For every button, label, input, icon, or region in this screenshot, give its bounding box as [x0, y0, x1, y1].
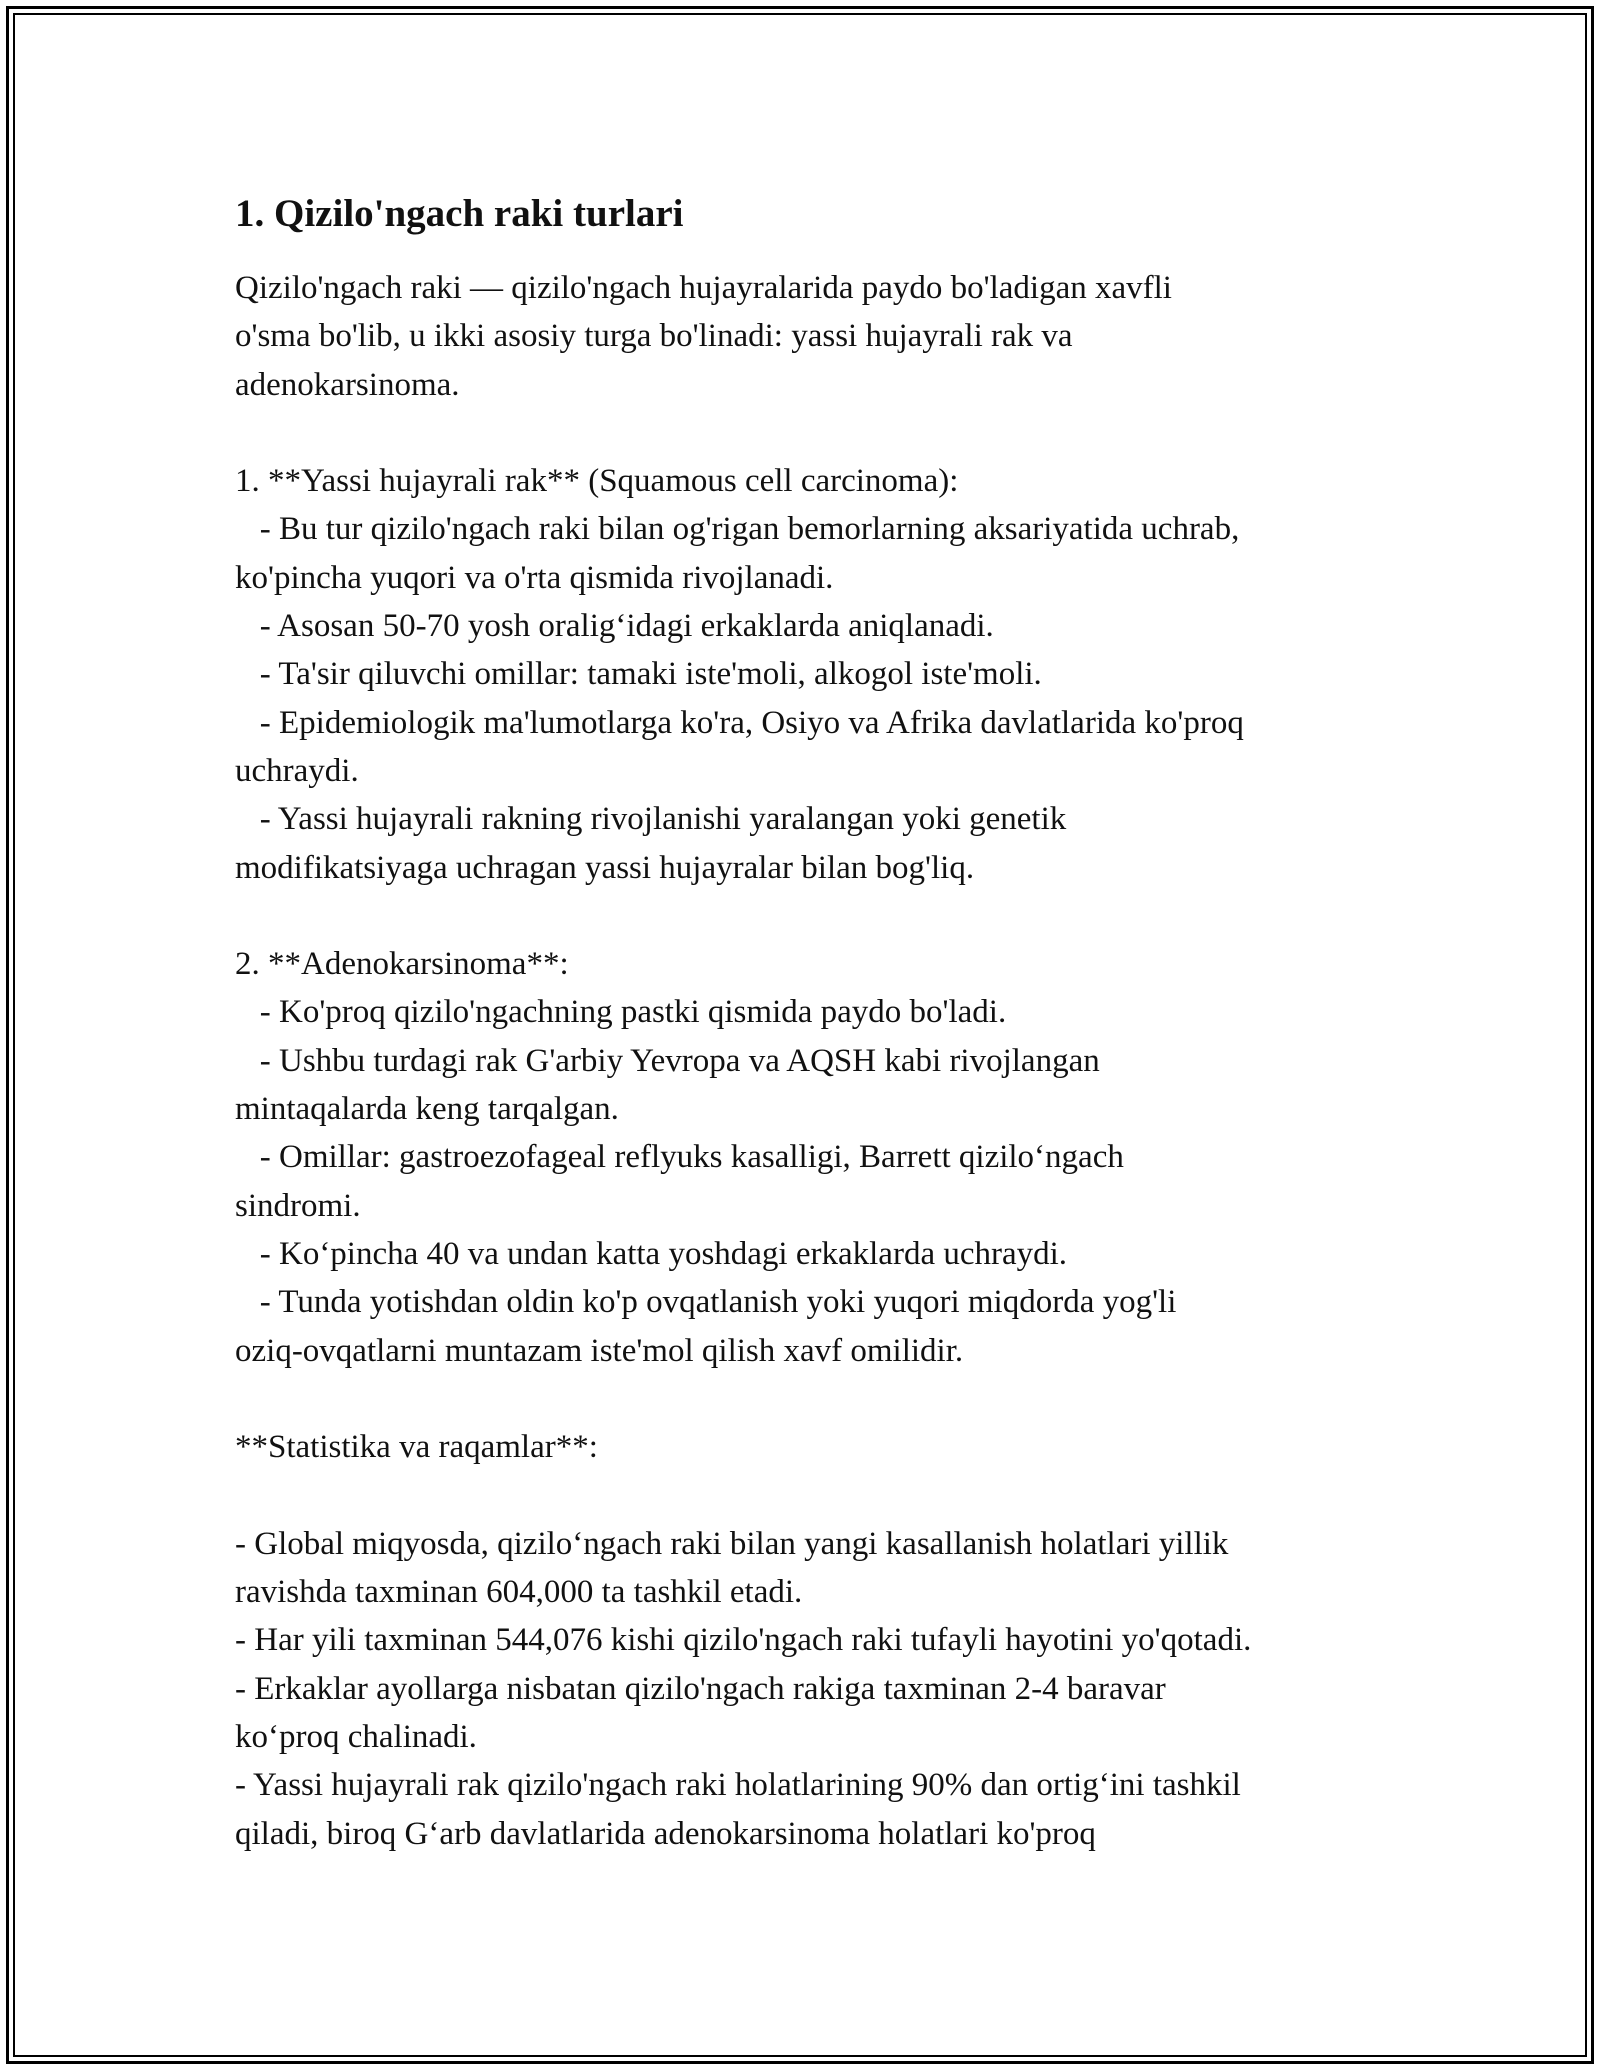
document-content: [235, 186, 1375, 1858]
document-body: Qizilo'ngach raki — qizilo'ngach hujayralarida paydo bo'ladigan xavfli o'sma bo'lib, u ikki asosiy turga bo'linadi: yassi hujayrali rak va adenokarsinoma. 1. **Yassi hujayrali rak** (Squamous cell carcinoma): - Bu tur qizilo'ngach raki bilan og'rigan bemorlarning aksariyatida uchrab, ko'pincha yuqori va o'rta qismida rivojlanadi. - Asosan 50-70 yosh oralig‘idagi erkaklarda aniqlanadi. - Ta'sir qiluvchi omillar: tamaki iste'moli, alkogol iste'moli. - Epidemiologik ma'lumotlarga ko'ra, Osiyo va Afrika davlatlarida ko'proq uchraydi. - Yassi hujayrali rakning rivojlanishi yaralangan yoki genetik modifikatsiyaga uchragan yassi hujayralar bilan bog'liq. 2. **Adenokarsinoma**: - Ko'proq qizilo'ngachning pastki qismida paydo bo'ladi. - Ushbu turdagi rak G'arbiy Yevropa va AQSH kabi rivojlangan mintaqalarda keng tarqalgan. - Omillar: gastroezofageal reflyuks kasalligi, Barrett qizilo‘ngach sindromi. - Ko‘pincha 40 va undan katta yoshdagi erkaklarda uchraydi. - Tunda yotishdan oldin ko'p ovqatlanish yoki yuqori miqdorda yog'li oziq-ovqatlarni muntazam iste'mol qilish xavf omilidir. **Statistika va raqamlar**: - Global miqyosda, qizilo‘ngach raki bilan yangi kasallanish holatlari yillik ravishda taxminan 604,000 ta tashkil etadi. - Har yili taxminan 544,076 kishi qizilo'ngach raki tufayli hayotini yo'qotadi. - Erkaklar ayollarga nisbatan qizilo'ngach rakiga taxminan 2-4 baravar ko‘proq chalinadi. - Yassi hujayrali rak qizilo'ngach raki holatlarining 90% dan ortig‘ini tashkil qiladi, biroq G‘arb davlatlarida adenokarsinoma holatlari ko'proq: [235, 270, 1252, 1852]
document-title: 1. Qizilo'ngach raki turlari: [235, 192, 684, 235]
